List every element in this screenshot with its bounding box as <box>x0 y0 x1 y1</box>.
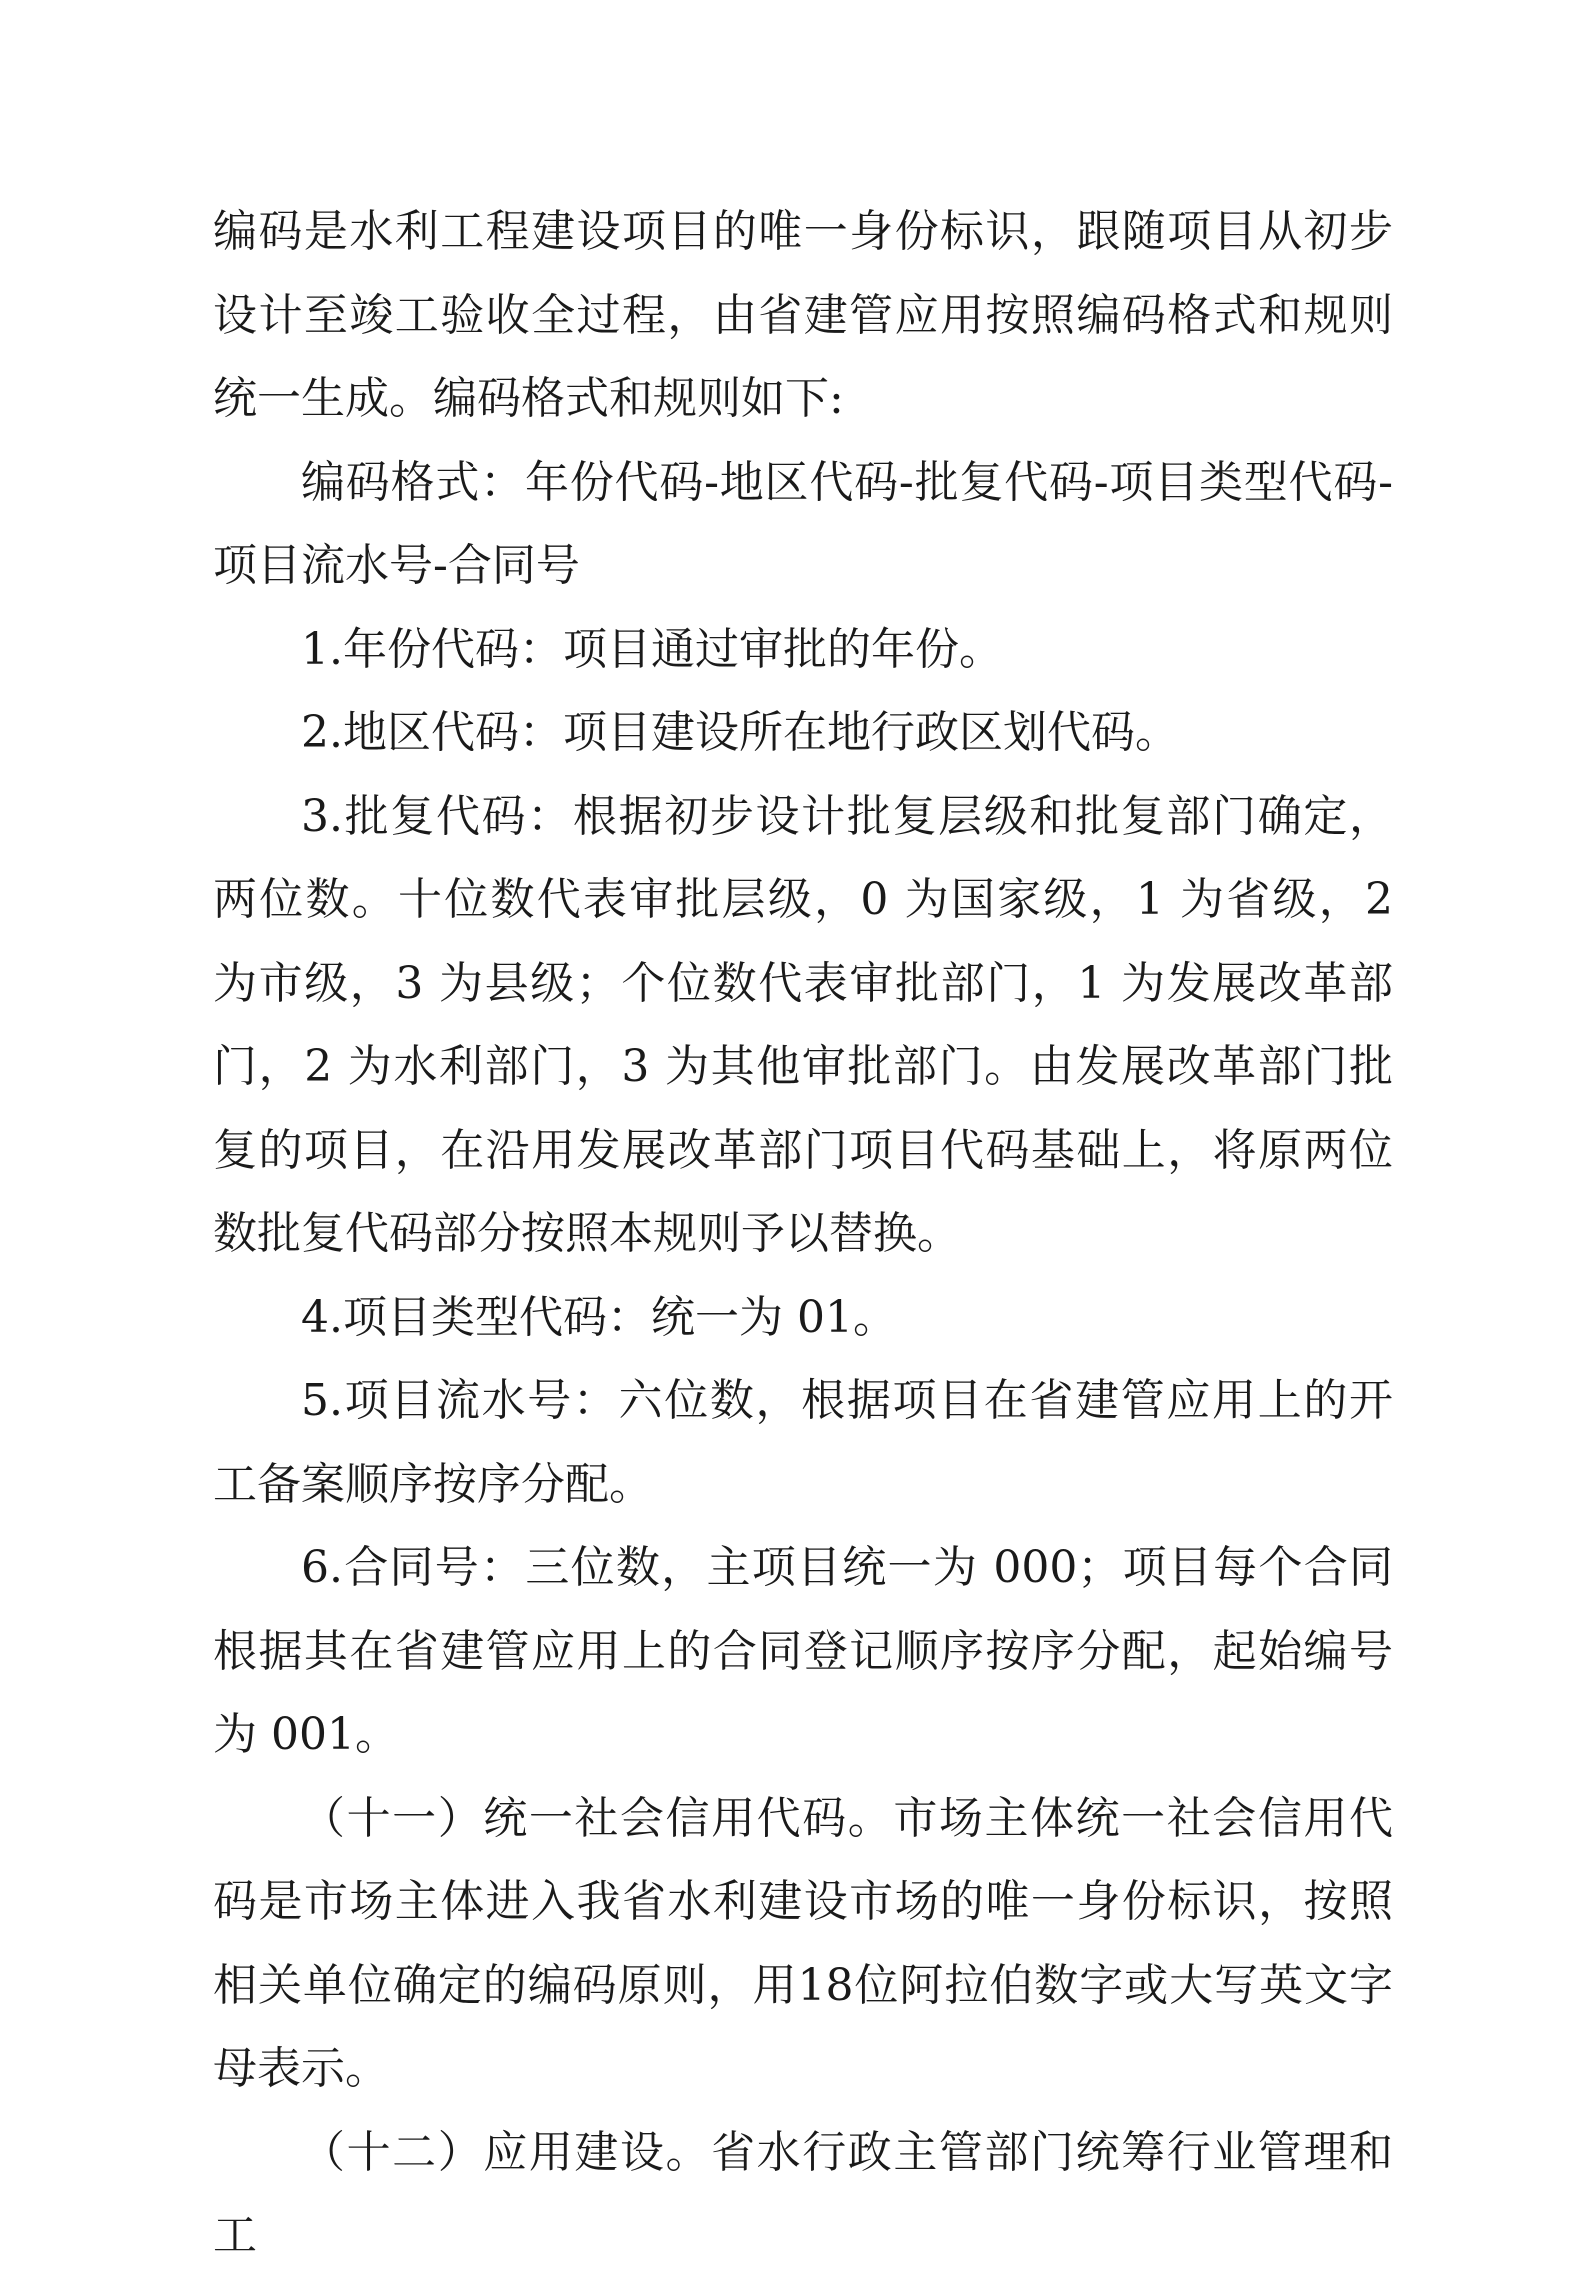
paragraph-contract-number: 6.合同号：三位数，主项目统一为 000；项目每个合同根据其在省建管应用上的合同登记顺序按序分配，起始编号为 001。 <box>213 1542 1393 1760</box>
paragraph-year-code: 1.年份代码：项目通过审批的年份。 <box>301 623 1003 675</box>
paragraph-region-code: 2.地区代码：项目建设所在地行政区划代码。 <box>301 707 1179 758</box>
paragraph-approval-code: 3.批复代码：根据初步设计批复层级和批复部门确定，两位数。十位数代表审批层级，0 为国家级，1 为省级，2 为市级，3 为县级；个位数代表审批部门，1 为发展改革部门，2 为水利部门，3 为其他审批部门。由发展改革部门批复的项目，在沿用发展改革部门项目代码基础上，将原两位数批复代码部分按照本规则予以替换。 <box>213 790 1393 1259</box>
paragraph-coding-format: 编码格式：年份代码-地区代码-批复代码-项目类型代码-项目流水号-合同号 <box>213 456 1393 591</box>
paragraph-section-11-credit-code: （十一）统一社会信用代码。市场主体统一社会信用代码是市场主体进入我省水利建设市场的唯一身份标识，按照相关单位确定的编码原则，用18位阿拉伯数字或大写英文字母表示。 <box>213 1792 1393 2094</box>
paragraph-coding-intro: 编码是水利工程建设项目的唯一身份标识，跟随项目从初步设计至竣工验收全过程，由省建管应用按照编码格式和规则统一生成。编码格式和规则如下: <box>213 206 1393 424</box>
document-body <box>213 190 1393 2278</box>
paragraph-section-12-application: （十二）应用建设。省水行政主管部门统筹行业管理和工 <box>213 2126 1393 2261</box>
paragraph-project-type-code: 4.项目类型代码：统一为 01。 <box>301 1291 897 1343</box>
paragraph-project-serial: 5.项目流水号：六位数，根据项目在省建管应用上的开工备案顺序按序分配。 <box>213 1375 1393 1510</box>
